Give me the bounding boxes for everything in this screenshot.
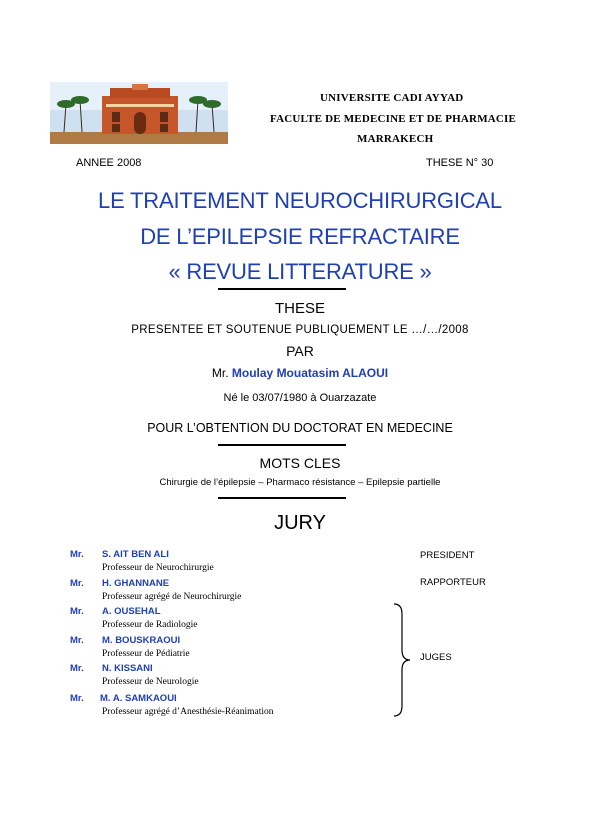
purpose-divider: [218, 444, 346, 446]
author-name: Moulay Mouatasim ALAOUI: [231, 366, 389, 380]
jury-member-name: A. OUSEHAL: [102, 606, 161, 617]
title-line-2: DE L’EPILEPSIE REFRACTAIRE: [140, 224, 460, 249]
jury-member-position: Professeur de Pédiatrie: [102, 649, 190, 659]
title-line-3: « REVUE LITTERATURE »: [168, 259, 432, 284]
jury-member-position: Professeur de Neurochirurgie: [102, 563, 214, 573]
degree-purpose: POUR L’OBTENTION DU DOCTORAT EN MEDECINE: [147, 421, 453, 435]
jury-title: Mr.: [70, 606, 84, 617]
by-label: PAR: [286, 343, 314, 359]
jury-member-name: S. AIT BEN ALI: [102, 549, 169, 560]
role-juges: JUGES: [420, 652, 452, 663]
judges-brace: [392, 602, 414, 718]
jury-member-name: M. A. SAMKAOUI: [100, 693, 177, 704]
birth-info: Né le 03/07/1980 à Ouarzazate: [223, 392, 377, 404]
thesis-heading: THESE: [274, 300, 325, 317]
author-line: [0, 366, 600, 380]
jury-title: Mr.: [70, 663, 84, 674]
role-rapporteur: RAPPORTEUR: [420, 577, 486, 588]
title-divider: [218, 288, 346, 290]
jury-member-position: Professeur agrégé de Neurochirurgie: [102, 592, 242, 602]
keywords-divider: [218, 497, 346, 499]
jury-heading: JURY: [274, 512, 326, 534]
author-prefix: Mr.: [211, 366, 229, 380]
jury-title: Mr.: [70, 693, 84, 704]
jury-member-position: Professeur de Neurologie: [102, 677, 199, 687]
faculty-name: FACULTE DE MEDECINE ET DE PHARMACIE: [270, 113, 517, 125]
role-president: PRESIDENT: [420, 550, 475, 561]
jury-title: Mr.: [70, 635, 84, 646]
thesis-number: THESE N° 30: [426, 157, 494, 169]
title-line-1: LE TRAITEMENT NEUROCHIRURGICAL: [98, 188, 502, 213]
university-building-logo: [50, 82, 228, 144]
keywords-text: Chirurgie de l’épilepsie – Pharmaco résistance – Epilepsie partielle: [159, 477, 441, 488]
jury-member-position: Professeur de Radiologie: [102, 620, 198, 630]
jury-member-name: M. BOUSKRAOUI: [102, 635, 181, 646]
city-name: MARRAKECH: [357, 133, 434, 145]
presentation-line: PRESENTEE ET SOUTENUE PUBLIQUEMENT LE …/…/2008: [131, 324, 469, 336]
jury-title: Mr.: [70, 549, 84, 560]
university-name: UNIVERSITE CADI AYYAD: [320, 92, 464, 104]
jury-member-position: Professeur agrégé d’Anesthésie-Réanimation: [102, 707, 274, 717]
jury-title: Mr.: [70, 578, 84, 589]
thesis-year: ANNEE 2008: [76, 157, 142, 169]
jury-member-name: H. GHANNANE: [102, 578, 170, 589]
jury-member-name: N. KISSANI: [102, 663, 153, 674]
keywords-heading: MOTS CLES: [259, 455, 341, 471]
